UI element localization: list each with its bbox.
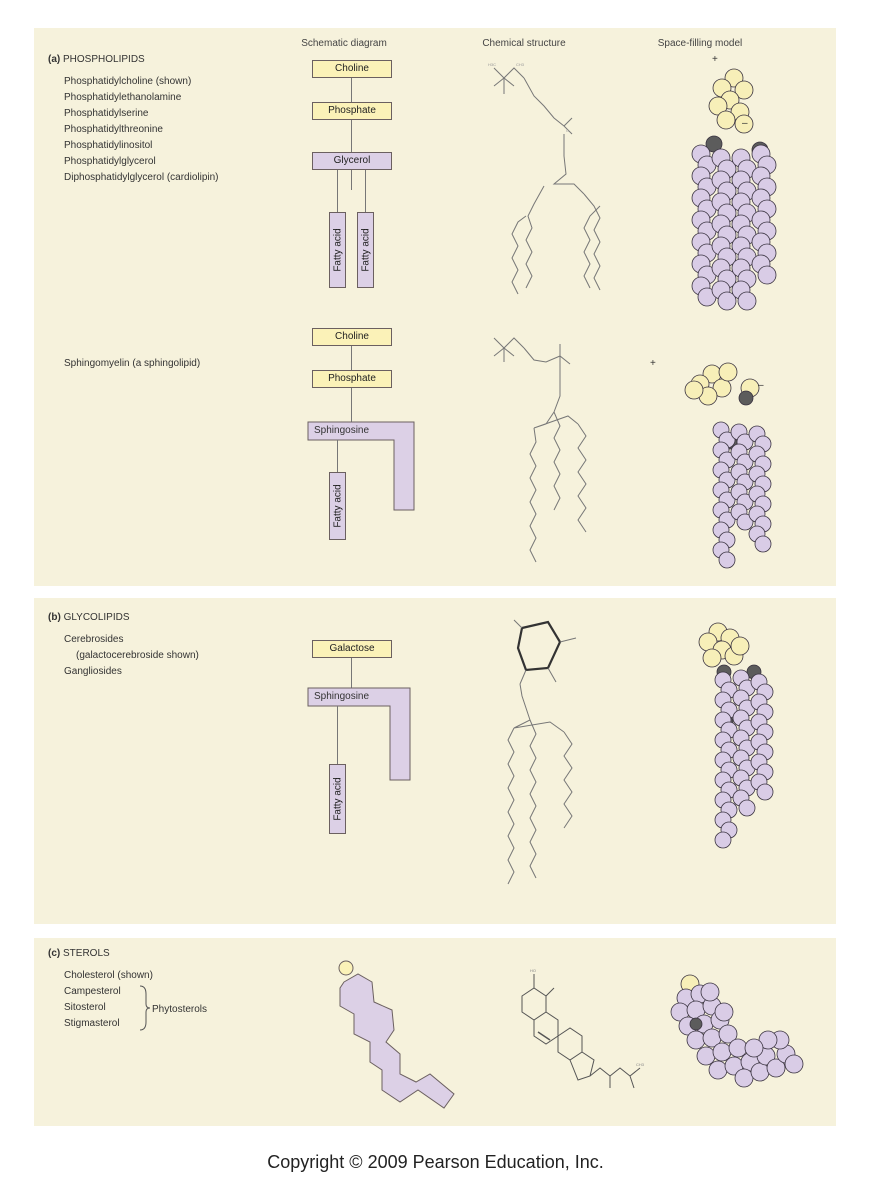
- atom-sphere: [785, 1055, 803, 1073]
- list-item: Sitosterol: [64, 1002, 106, 1013]
- sterol-schematic-shape: [330, 956, 470, 1128]
- list-item: Stigmasterol: [64, 1018, 120, 1029]
- list-item: Phosphatidylthreonine: [64, 124, 163, 135]
- charge-minus: –: [742, 118, 748, 129]
- phytosterols-label: Phytosterols: [152, 1004, 208, 1015]
- atom-sphere: [709, 1061, 727, 1079]
- bracket-icon: [138, 984, 150, 1032]
- svg-text:CH3: CH3: [516, 62, 525, 67]
- atom-sphere: [731, 637, 749, 655]
- atom-sphere: [719, 552, 735, 568]
- atom-sphere: [719, 363, 737, 381]
- list-item: Campesterol: [64, 986, 121, 997]
- atom-sphere: [739, 391, 753, 405]
- atom-sphere: [715, 1003, 733, 1021]
- chemical-structure-sphingomyelin: [474, 326, 604, 576]
- list-item: (galactocerebroside shown): [76, 650, 199, 661]
- list-item: Phosphatidylglycerol: [64, 156, 156, 167]
- atom-sphere: [715, 832, 731, 848]
- panel-sterols: [34, 938, 836, 1126]
- space-filling-cholesterol: [666, 968, 806, 1088]
- atom-sphere: [757, 784, 773, 800]
- section-c-title: STEROLS: [63, 948, 110, 959]
- section-a-title: PHOSPHOLIPIDS: [63, 54, 145, 65]
- atom-sphere: [685, 381, 703, 399]
- list-item: Phosphatidylinositol: [64, 140, 153, 151]
- charge-minus: –: [758, 380, 764, 391]
- atom-sphere: [717, 111, 735, 129]
- sphingosine-label: Sphingosine: [314, 691, 370, 702]
- list-item: Cerebrosides: [64, 634, 124, 645]
- section-a-label: (a): [48, 54, 61, 65]
- svg-text:CH3: CH3: [636, 1062, 645, 1067]
- atom-sphere: [755, 536, 771, 552]
- section-b-label: (b): [48, 612, 61, 623]
- atom-sphere: [758, 266, 776, 284]
- list-item: Gangliosides: [64, 666, 122, 677]
- charge-plus: +: [712, 54, 718, 65]
- atom-sphere: [713, 1043, 731, 1061]
- fatty-acid-tail: Fatty acid: [329, 472, 346, 540]
- fatty-acid-tail: Fatty acid: [357, 212, 374, 288]
- header-space-filling: Space-filling model: [657, 38, 743, 49]
- panel-phospholipids: [34, 28, 836, 586]
- atom-sphere: [697, 1047, 715, 1065]
- svg-text:H3C: H3C: [488, 62, 497, 67]
- atom-sphere: [745, 1039, 763, 1057]
- connector-line: [337, 706, 338, 764]
- list-item: Diphosphatidylglycerol (cardiolipin): [64, 172, 219, 183]
- section-c-label: (c): [48, 948, 61, 959]
- choline-box: Choline: [312, 60, 392, 78]
- list-item: Phosphatidylethanolamine: [64, 92, 182, 103]
- list-item: Phosphatidylcholine (shown): [64, 76, 192, 87]
- atom-sphere: [739, 800, 755, 816]
- glycerol-box: Glycerol: [312, 152, 392, 170]
- fatty-acid-tail: Fatty acid: [329, 212, 346, 288]
- atom-sphere: [735, 1069, 753, 1087]
- atom-sphere: [729, 1039, 747, 1057]
- atom-sphere: [738, 292, 756, 310]
- chemical-structure-galactocerebroside: [474, 612, 614, 902]
- svg-text:O: O: [566, 128, 570, 133]
- fatty-acid-tail: Fatty acid: [329, 764, 346, 834]
- section-b-title: GLYCOLIPIDS: [63, 612, 130, 623]
- list-item: Phosphatidylserine: [64, 108, 149, 119]
- sphingomyelin-label: Sphingomyelin (a sphingolipid): [64, 358, 201, 369]
- chemical-structure-cholesterol: [504, 956, 654, 1116]
- atom-sphere: [690, 1018, 702, 1030]
- atom-sphere: [701, 983, 719, 1001]
- choline-box: Choline: [312, 328, 392, 346]
- space-filling-sphingomyelin: [664, 350, 784, 578]
- svg-text:HO: HO: [530, 968, 536, 973]
- atom-sphere: [703, 649, 721, 667]
- galactose-box: Galactose: [312, 640, 392, 658]
- copyright-notice: Copyright © 2009 Pearson Education, Inc.: [267, 1152, 604, 1172]
- chemical-structure-phosphatidylcholine: [474, 56, 604, 296]
- atom-sphere: [687, 1031, 705, 1049]
- phosphate-box: Phosphate: [312, 102, 392, 120]
- connector-line: [337, 440, 338, 472]
- header-schematic: Schematic diagram: [301, 38, 387, 49]
- list-item: Cholesterol (shown): [64, 970, 153, 981]
- panel-glycolipids: [34, 598, 836, 924]
- space-filling-galactocerebroside: [664, 616, 784, 846]
- charge-plus: +: [650, 358, 656, 369]
- section-c-heading: [48, 948, 110, 959]
- atom-sphere: [751, 1063, 769, 1081]
- sphingosine-label: Sphingosine: [314, 425, 370, 436]
- space-filling-phosphatidylcholine: [674, 58, 784, 298]
- phosphate-box: Phosphate: [312, 370, 392, 388]
- header-chemical: Chemical structure: [482, 38, 566, 49]
